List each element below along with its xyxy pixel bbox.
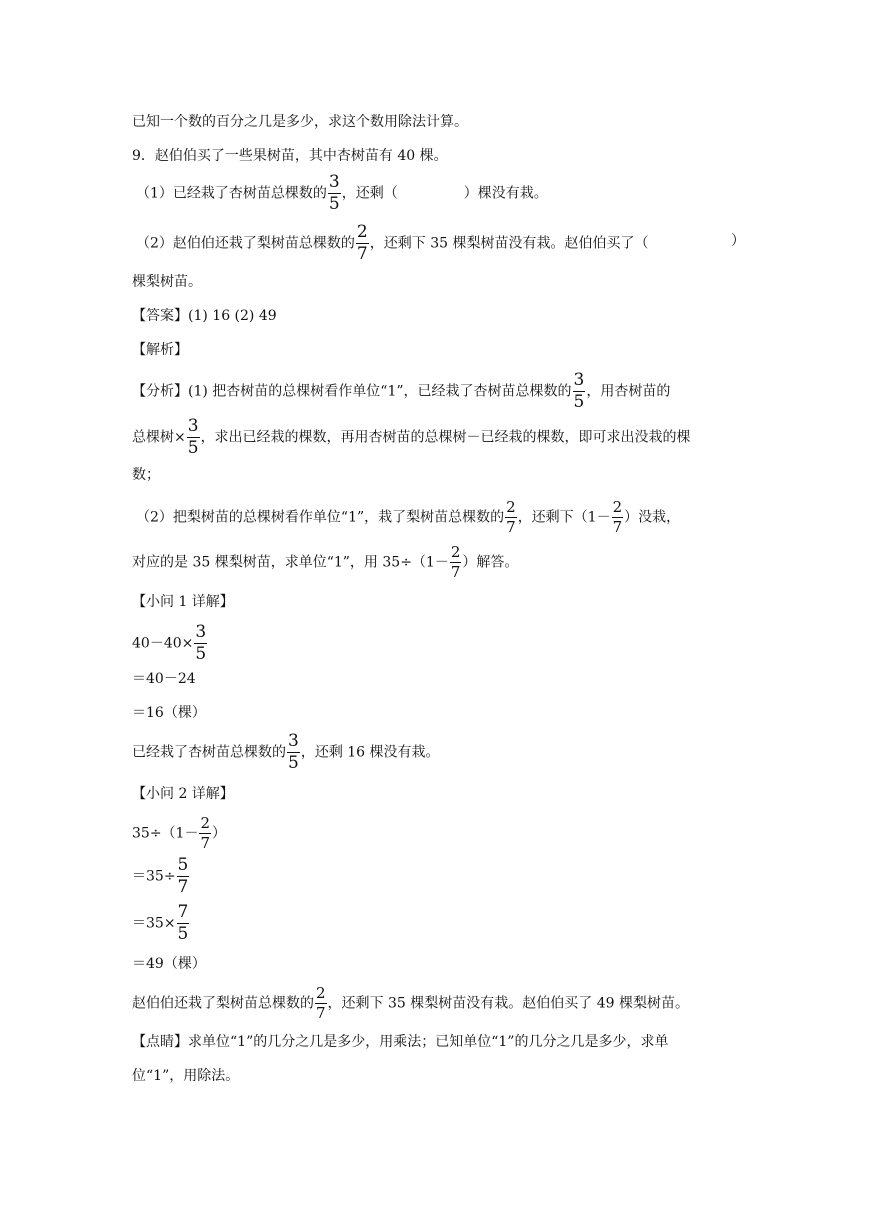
analysis-line-1: 【分析】(1) 把杏树苗的总棵树看作单位“1”，已经栽了杏树苗总棵数的 $\frac{3}{5}$ ，用杏树苗的 <box>132 370 671 412</box>
step-line: 35÷（1－ $\frac{2}{7}$ ） <box>132 814 226 852</box>
conclusion-line-1: 已经栽了杏树苗总棵数的 $\frac{3}{5}$ ，还剩 16 棵没有栽。 <box>132 731 440 773</box>
fraction: $\frac{3}{5}$ <box>288 731 299 773</box>
answer-blank-close: ） <box>731 233 745 249</box>
analysis-heading: 【解析】 <box>132 342 188 358</box>
fraction: $\frac{3}{5}$ <box>187 416 199 458</box>
fraction: $\frac{3}{5}$ <box>328 172 340 214</box>
fraction: $\frac{3}{5}$ <box>573 370 585 412</box>
fraction: $\frac{5}{7}$ <box>177 855 189 897</box>
fraction: $\frac{2}{7}$ <box>450 543 461 581</box>
analysis-line-4: （2）把梨树苗的总棵树看作单位“1”，栽了梨树苗总棵数的 $\frac{2}{7}$ ，还剩下（1－ $\frac{2}{7}$ ）没栽， <box>136 498 681 536</box>
fraction: $\frac{2}{7}$ <box>316 984 326 1022</box>
answer-line: 【答案】(1) 16 (2) 49 <box>132 308 277 324</box>
sub-question-1-heading: 【小问 1 详解】 <box>132 594 234 610</box>
tip-line-1: 【点睛】求单位“1”的几分之几是多少，用乘法；已知单位“1”的几分之几是多少，求单 <box>132 1034 669 1050</box>
question-part-1: （1）已经栽了杏树苗总棵数的 $\frac{3}{5}$ ，还剩（ ）棵没有栽。 <box>136 172 548 214</box>
fraction: $\frac{2}{7}$ <box>506 498 516 536</box>
analysis-line-2: 总棵树× $\frac{3}{5}$ ，求出已经栽的棵数，再用杏树苗的总棵树－已经栽的棵数，即可求出没栽的棵 <box>132 416 691 458</box>
step-line: ＝49（棵） <box>132 956 206 972</box>
intro-line: 已知一个数的百分之几是多少，求这个数用除法计算。 <box>132 114 468 130</box>
sub-question-2-heading: 【小问 2 详解】 <box>132 786 234 802</box>
fraction: $\frac{2}{7}$ <box>612 498 623 536</box>
step-line: ＝35× $\frac{7}{5}$ <box>132 902 189 944</box>
fraction: $\frac{2}{7}$ <box>356 222 368 264</box>
step-line: ＝16（棵） <box>132 705 206 721</box>
tip-line-2: 位“1”，用除法。 <box>132 1068 240 1084</box>
question-9-title: 9．赵伯伯买了一些果树苗，其中杏树苗有 40 棵。 <box>132 148 448 164</box>
step-line: 40－40× $\frac{3}{5}$ <box>132 622 207 664</box>
analysis-line-5: 对应的是 35 棵梨树苗，求单位“1”，用 35÷（1－ $\frac{2}{7}$ ）解答。 <box>132 543 519 581</box>
step-line: ＝35÷ $\frac{5}{7}$ <box>132 855 189 897</box>
conclusion-line-2: 赵伯伯还栽了梨树苗总棵数的 $\frac{2}{7}$ ，还剩下 35 棵梨树苗没有栽。赵伯伯买了 49 棵梨树苗。 <box>132 984 689 1022</box>
fraction: $\frac{3}{5}$ <box>195 622 207 664</box>
analysis-line-3: 数； <box>132 467 160 483</box>
step-line: ＝40－24 <box>132 671 196 687</box>
question-part-2: （2）赵伯伯还栽了梨树苗总棵数的 $\frac{2}{7}$ ，还剩下 35 棵梨树苗没有栽。赵伯伯买了（ <box>136 222 649 264</box>
question-part-2-cont: 棵梨树苗。 <box>132 274 202 290</box>
fraction: $\frac{2}{7}$ <box>200 814 210 852</box>
fraction: $\frac{7}{5}$ <box>177 902 189 944</box>
